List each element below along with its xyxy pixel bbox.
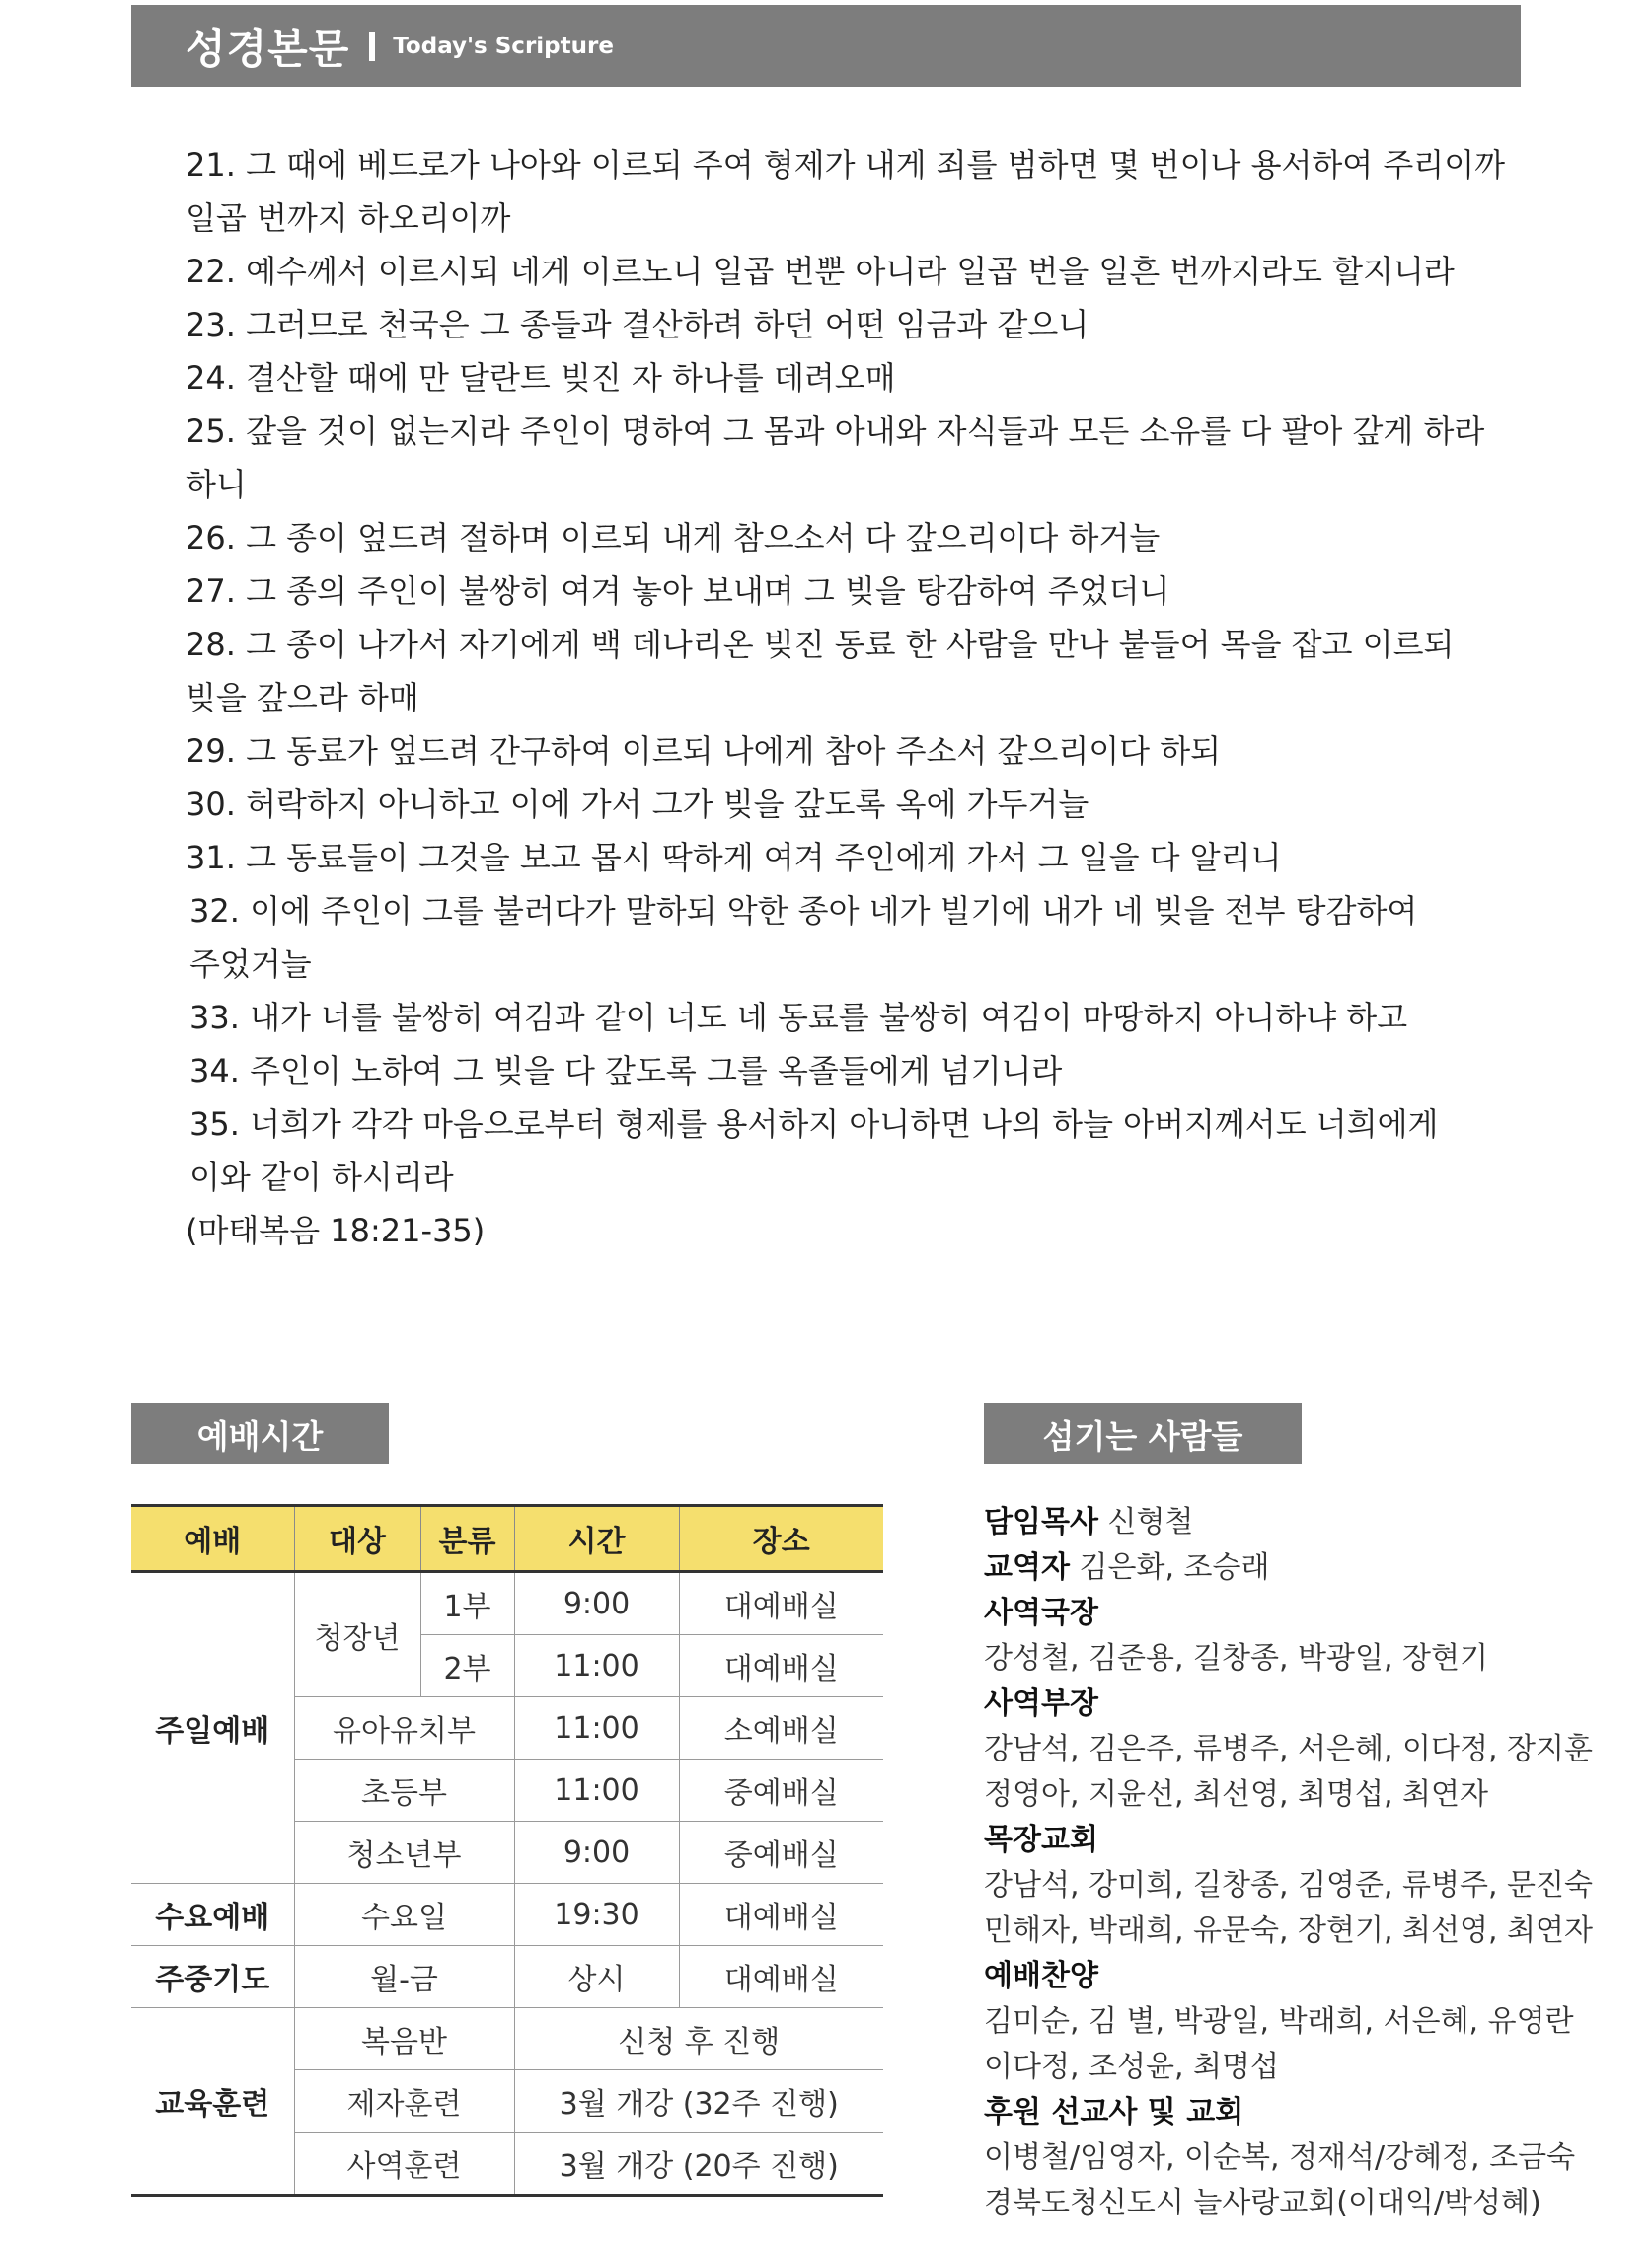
place-cell: 대예배실 xyxy=(679,1946,883,2008)
header-time: 시간 xyxy=(514,1506,679,1572)
verse-line: 21. 그 때에 베드로가 나아와 이르되 주여 형제가 내게 죄를 범하면 몇 번이나 용서하여 주리이까 xyxy=(186,146,1506,184)
header-place: 장소 xyxy=(679,1506,883,1572)
verse-line: 28. 그 종이 나가서 자기에게 백 데나리온 빚진 동료 한 사람을 만나 붙들어 목을 잡고 이르되 xyxy=(186,626,1455,663)
header-subtitle: Today's Scripture xyxy=(393,33,614,59)
verse-line: 24. 결산할 때에 만 달란트 빚진 자 하나를 데려오매 xyxy=(186,359,896,397)
worship-schedule-table xyxy=(131,1504,883,2197)
verse-line: 이와 같이 하시리라 xyxy=(189,1159,454,1196)
scripture-reference: (마태복음 18:21-35) xyxy=(186,1212,486,1249)
place-cell: 소예배실 xyxy=(679,1697,883,1760)
senior-pastor-line xyxy=(984,1500,1537,1545)
header-target: 대상 xyxy=(294,1506,420,1572)
table-row xyxy=(131,1946,883,2008)
names-text: 정영아, 지윤선, 최선영, 최명섭, 최연자 xyxy=(984,1777,1488,1812)
category-wednesday: 수요예배 xyxy=(131,1884,294,1946)
header-divider xyxy=(369,32,375,61)
target-cell: 복음반 xyxy=(294,2008,514,2070)
verse-line: 27. 그 종의 주인이 불쌍히 여겨 놓아 보내며 그 빚을 탕감하여 주었더니 xyxy=(186,572,1170,610)
place-cell: 대예배실 xyxy=(679,1572,883,1635)
place-cell: 대예배실 xyxy=(679,1635,883,1697)
role-label: 교역자 xyxy=(984,1550,1070,1585)
category-prayer: 주중기도 xyxy=(131,1946,294,2008)
names-text: 김은화, 조승래 xyxy=(1079,1550,1270,1585)
time-cell: 9:00 xyxy=(514,1572,679,1635)
table-row xyxy=(131,2008,883,2070)
target-youth-adult: 청장년 xyxy=(294,1572,420,1697)
place-cell: 대예배실 xyxy=(679,1884,883,1946)
scripture-header xyxy=(131,5,1521,87)
target-cell: 제자훈련 xyxy=(294,2070,514,2133)
verse-line: 34. 주인이 노하여 그 빚을 다 갚도록 그를 옥졸들에게 넘기니라 xyxy=(189,1052,1063,1089)
verse-line: 22. 예수께서 이르시되 네게 이르노니 일곱 번뿐 아니라 일곱 번을 일흔 번까지라도 할지니라 xyxy=(186,253,1455,290)
time-cell: 11:00 xyxy=(514,1635,679,1697)
time-cell: 19:30 xyxy=(514,1884,679,1946)
info-cell: 신청 후 진행 xyxy=(514,2008,883,2070)
role-label: 목장교회 xyxy=(984,1823,1098,1857)
type-cell: 1부 xyxy=(420,1572,514,1635)
time-cell: 11:00 xyxy=(514,1697,679,1760)
header-service: 예배 xyxy=(131,1506,294,1572)
role-label: 예배찬양 xyxy=(984,1959,1098,1993)
ministers-line xyxy=(984,1545,1537,1591)
servants-list xyxy=(984,1500,1594,2226)
target-cell: 청소년부 xyxy=(294,1822,514,1884)
names-text: 강남석, 김은주, 류병주, 서은혜, 이다정, 장지훈 xyxy=(984,1732,1594,1766)
place-cell: 중예배실 xyxy=(679,1822,883,1884)
verse-line: 일곱 번까지 하오리이까 xyxy=(186,199,511,237)
verse-line: 하니 xyxy=(186,466,247,503)
names-text: 이병철/임영자, 이순복, 정재석/강혜정, 조금숙 xyxy=(984,2140,1576,2175)
role-label: 사역국장 xyxy=(984,1596,1098,1630)
target-cell: 초등부 xyxy=(294,1760,514,1822)
target-cell: 월-금 xyxy=(294,1946,514,2008)
names-text: 강남석, 강미희, 길창종, 김영준, 류병주, 문진숙 xyxy=(984,1868,1594,1903)
names-text: 신형철 xyxy=(1107,1505,1194,1539)
target-cell: 유아유치부 xyxy=(294,1697,514,1760)
time-cell: 상시 xyxy=(514,1946,679,2008)
names-text: 강성철, 김준용, 길창종, 박광일, 장현기 xyxy=(984,1641,1488,1676)
names-text: 이다정, 조성윤, 최명섭 xyxy=(984,2050,1279,2084)
category-education: 교육훈련 xyxy=(131,2008,294,2196)
verse-line: 주었거늘 xyxy=(189,945,312,983)
role-label: 사역부장 xyxy=(984,1686,1098,1721)
verse-line: 26. 그 종이 엎드려 절하며 이르되 내게 참으소서 다 갚으리이다 하거늘 xyxy=(186,519,1161,557)
place-cell: 중예배실 xyxy=(679,1760,883,1822)
info-cell: 3월 개강 (32주 진행) xyxy=(514,2070,883,2133)
servants-label: 섬기는 사람들 xyxy=(984,1403,1302,1464)
verse-line: 25. 갚을 것이 없는지라 주인이 명하여 그 몸과 아내와 자식들과 모든 소유를 다 팔아 갚게 하라 xyxy=(186,412,1485,450)
type-cell: 2부 xyxy=(420,1635,514,1697)
names-text: 경북도청신도시 늘사랑교회(이대익/박성혜) xyxy=(984,2186,1541,2220)
verse-line: 33. 내가 너를 불쌍히 여김과 같이 너도 네 동료를 불쌍히 여김이 마땅하지 아니하냐 하고 xyxy=(189,999,1408,1036)
names-text: 김미순, 김 별, 박광일, 박래희, 서은혜, 유영란 xyxy=(984,2004,1574,2039)
target-cell: 사역훈련 xyxy=(294,2133,514,2196)
table-row xyxy=(131,1884,883,1946)
target-cell: 수요일 xyxy=(294,1884,514,1946)
header-title: 성경본문 xyxy=(186,24,350,73)
verse-line: 30. 허락하지 아니하고 이에 가서 그가 빚을 갚도록 옥에 가두거늘 xyxy=(186,786,1089,823)
role-label: 후원 선교사 및 교회 xyxy=(984,2095,1244,2130)
verse-line: 31. 그 동료들이 그것을 보고 몹시 딱하게 여겨 주인에게 가서 그 일을 다 알리니 xyxy=(186,839,1282,876)
time-cell: 11:00 xyxy=(514,1760,679,1822)
table-row xyxy=(131,1572,883,1635)
time-cell: 9:00 xyxy=(514,1822,679,1884)
names-text: 민해자, 박래희, 유문숙, 장현기, 최선영, 최연자 xyxy=(984,1913,1594,1948)
table-header-row xyxy=(131,1506,883,1572)
header-type: 분류 xyxy=(420,1506,514,1572)
category-sunday: 주일예배 xyxy=(131,1572,294,1884)
verse-line: 23. 그러므로 천국은 그 종들과 결산하려 하던 어떤 임금과 같으니 xyxy=(186,306,1089,343)
verse-line: 빚을 갚으라 하매 xyxy=(186,679,419,716)
verse-line: 32. 이에 주인이 그를 불러다가 말하되 악한 종아 네가 빌기에 내가 네 빚을 전부 탕감하여 xyxy=(189,892,1418,930)
verse-line: 29. 그 동료가 엎드려 간구하여 이르되 나에게 참아 주소서 갚으리이다 하되 xyxy=(186,732,1222,770)
info-cell: 3월 개강 (20주 진행) xyxy=(514,2133,883,2196)
role-label: 담임목사 xyxy=(984,1505,1098,1539)
worship-times-label: 예배시간 xyxy=(131,1403,389,1464)
verse-line: 35. 너희가 각각 마음으로부터 형제를 용서하지 아니하면 나의 하늘 아버지께서도 너희에게 xyxy=(189,1105,1439,1143)
scripture-text xyxy=(186,138,1508,1257)
